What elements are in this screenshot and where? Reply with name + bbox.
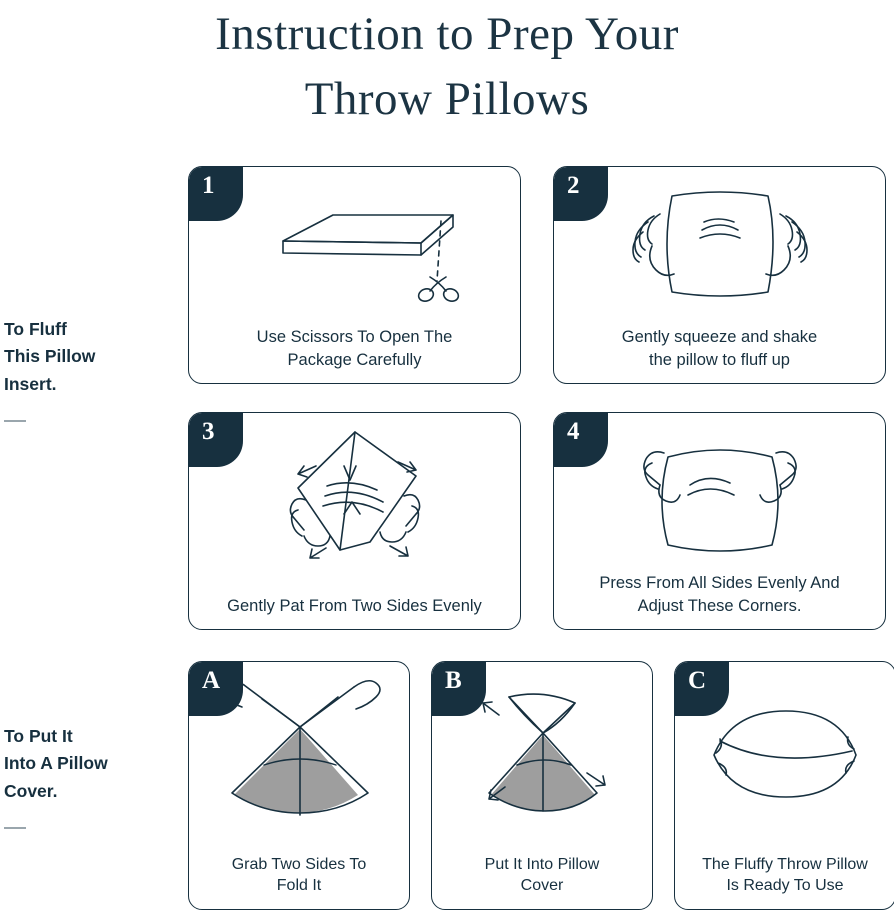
step-badge-b: B <box>432 662 486 716</box>
steps-grid-cover <box>188 661 894 910</box>
step-badge-1: 1 <box>189 167 243 221</box>
page-title-line-1: Instruction to Prep Your <box>215 8 679 60</box>
section-divider-cover <box>4 827 26 829</box>
step-caption-1-line-1: Use Scissors To Open The <box>256 328 453 347</box>
step-caption-3-line-1: Gently Pat From Two Sides Evenly <box>227 596 482 615</box>
section-label-cover-line-2: Into A Pillow <box>4 753 108 774</box>
step-caption-c-line-2: Is Ready To Use <box>726 877 844 895</box>
step-card-c <box>674 661 894 910</box>
step-caption-a <box>199 854 399 898</box>
step-caption-2-line-2: the pillow to fluff up <box>649 350 790 369</box>
step-card-b <box>431 661 653 910</box>
step-card-3 <box>188 412 521 630</box>
step-badge-4: 4 <box>554 413 608 467</box>
step-caption-4-line-1: Press From All Sides Evenly And <box>599 574 840 593</box>
page-title-line-2: Throw Pillows <box>304 72 590 125</box>
step-badge-c: C <box>675 662 729 716</box>
steps-row-1 <box>188 166 886 384</box>
step-badge-a: A <box>189 662 243 716</box>
step-caption-4 <box>564 572 875 617</box>
section-label-cover <box>4 723 174 829</box>
page-title <box>0 0 894 132</box>
steps-grid-fluff <box>188 166 886 630</box>
section-label-cover-line-1: To Put It <box>4 726 73 746</box>
step-caption-2-line-1: Gently squeeze and shake <box>621 328 818 347</box>
step-caption-a-line-2: Fold It <box>276 877 322 895</box>
step-badge-3: 3 <box>189 413 243 467</box>
step-caption-4-line-2: Adjust These Corners. <box>637 596 802 615</box>
step-caption-1-line-2: Package Carefully <box>287 350 422 369</box>
section-label-cover-line-3: Cover. <box>4 780 58 801</box>
section-label-fluff <box>4 316 174 422</box>
section-label-fluff-line-2: This Pillow <box>4 346 96 367</box>
steps-row-3 <box>188 661 894 910</box>
section-label-fluff-line-3: Insert. <box>4 373 57 394</box>
step-caption-b-line-1: Put It Into Pillow <box>484 855 600 873</box>
step-card-4 <box>553 412 886 630</box>
step-badge-2: 2 <box>554 167 608 221</box>
step-card-2 <box>553 166 886 384</box>
step-caption-b <box>442 854 642 898</box>
step-card-1 <box>188 166 521 384</box>
step-caption-3 <box>199 595 510 617</box>
section-label-fluff-line-1: To Fluff <box>4 319 67 339</box>
step-caption-a-line-1: Grab Two Sides To <box>231 855 367 873</box>
step-caption-b-line-2: Cover <box>520 877 564 895</box>
section-divider-fluff <box>4 420 26 422</box>
steps-row-2 <box>188 412 886 630</box>
step-caption-c-line-1: The Fluffy Throw Pillow <box>702 855 868 873</box>
step-card-a <box>188 661 410 910</box>
step-caption-c <box>685 854 885 898</box>
step-caption-2 <box>564 326 875 371</box>
step-caption-1 <box>199 326 510 371</box>
